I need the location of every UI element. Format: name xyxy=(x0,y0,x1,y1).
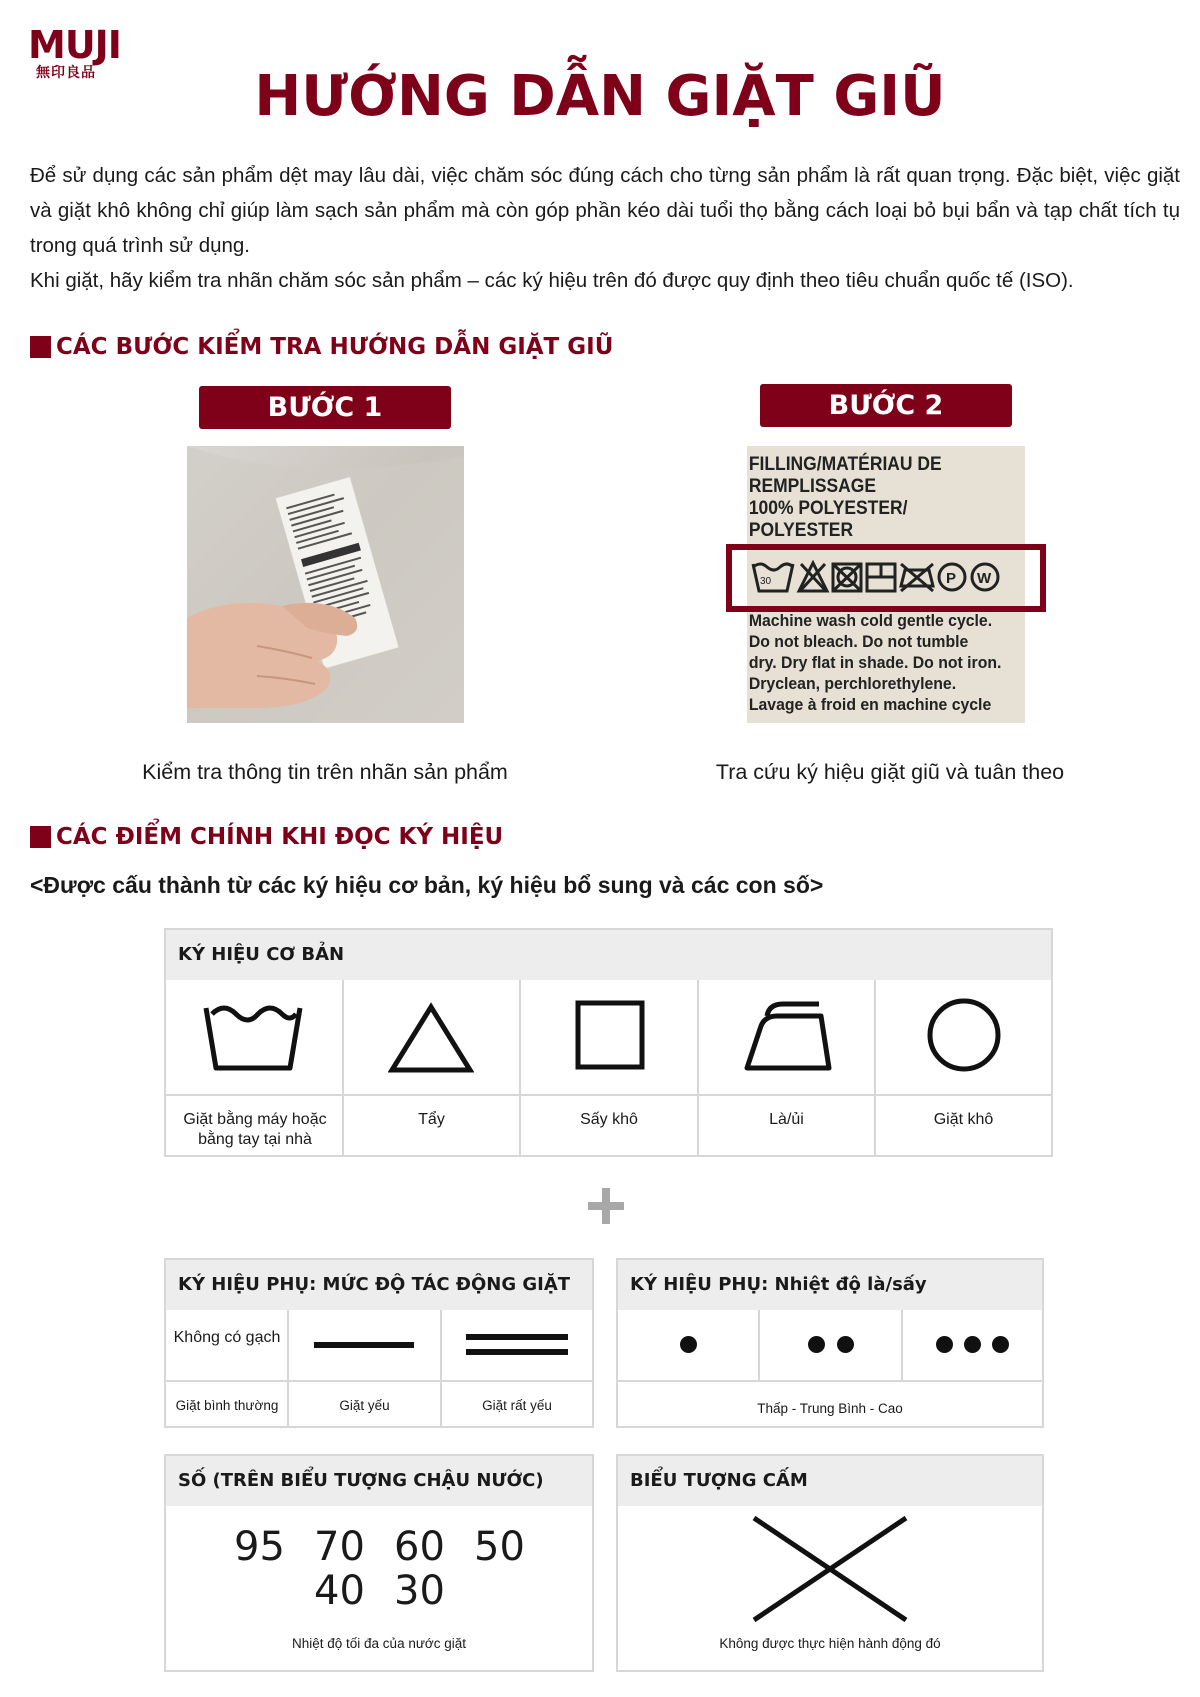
numbers-panel xyxy=(164,1454,594,1672)
step-2-caption: Tra cứu ký hiệu giặt giũ và tuân theo xyxy=(715,760,1065,784)
symbol-highlight-frame xyxy=(726,544,1046,612)
label-in-hand-photo xyxy=(187,446,464,723)
aux-wash-panel xyxy=(164,1258,594,1428)
label-line-4: POLYESTER xyxy=(748,518,854,541)
brand-name: MUJI xyxy=(28,23,121,67)
circle-icon xyxy=(926,997,1002,1073)
section-heading-text: CÁC BƯỚC KIỂM TRA HƯỚNG DẪN GIẶT GIŨ xyxy=(56,334,614,360)
label-symbol-p: P xyxy=(946,570,957,587)
prohibit-label: Không được thực hiện hành động đó xyxy=(719,1636,941,1651)
numbers-heading: SỐ (TRÊN BIỂU TƯỢNG CHẬU NƯỚC) xyxy=(166,1456,592,1506)
temp-number-30: 30 xyxy=(394,1568,445,1614)
aux-wash-none: Không có gạch xyxy=(173,1329,281,1346)
aux-wash-label-gentle: Giặt yếu xyxy=(339,1398,390,1413)
two-bars-icon xyxy=(466,1332,568,1358)
label-line-1: FILLING/MATÉRIAU DE xyxy=(748,452,942,475)
label-line-3: 100% POLYESTER/ xyxy=(748,496,908,519)
label-symbol-w: W xyxy=(977,570,992,587)
plus-icon xyxy=(586,1186,626,1226)
iron-icon xyxy=(743,1000,833,1072)
label-line-9: Lavage à froid en machine cycle xyxy=(748,695,992,715)
aux-wash-heading: KÝ HIỆU PHỤ: MỨC ĐỘ TÁC ĐỘNG GIẶT xyxy=(166,1260,592,1310)
basic-symbols-panel xyxy=(164,928,1053,1157)
prohibit-heading: BIỂU TƯỢNG CẤM xyxy=(618,1456,1042,1506)
label-line-6: Do not bleach. Do not tumble xyxy=(748,632,969,652)
temp-number-60: 60 xyxy=(394,1524,445,1570)
basic-label-dry: Sấy khô xyxy=(580,1111,638,1128)
temp-number-95: 95 xyxy=(234,1524,285,1570)
aux-temp-heading: KÝ HIỆU PHỤ: Nhiệt độ là/sấy xyxy=(618,1260,1042,1310)
intro-text xyxy=(30,158,1180,298)
label-wash-temp: 30 xyxy=(760,576,772,587)
page-title: HƯỚNG DẪN GIẶT GIŨ xyxy=(254,64,946,129)
section-heading-steps xyxy=(30,334,613,360)
label-line-7: dry. Dry flat in shade. Do not iron. xyxy=(748,653,1002,673)
square-icon xyxy=(575,1000,645,1070)
cross-icon xyxy=(750,1514,910,1624)
basic-symbols-heading: KÝ HIỆU CƠ BẢN xyxy=(166,930,1051,980)
temp-number-70: 70 xyxy=(314,1524,365,1570)
section-heading-keypoints xyxy=(30,824,503,850)
step-1-pill: BƯỚC 1 xyxy=(199,386,451,429)
heading-marker-icon xyxy=(30,336,51,358)
label-line-8: Dryclean, perchlorethylene. xyxy=(748,674,957,694)
section-subtitle: <Được cấu thành từ các ký hiệu cơ bản, ký hiệu bổ sung và các con số> xyxy=(30,872,824,898)
aux-wash-label-very-gentle: Giặt rất yếu xyxy=(482,1398,552,1413)
step-2-pill: BƯỚC 2 xyxy=(760,384,1012,427)
washtub-icon xyxy=(202,1000,304,1074)
temp-number-50: 50 xyxy=(474,1524,525,1570)
prohibit-panel xyxy=(616,1454,1044,1672)
basic-label-wash: Giặt bằng máy hoặc bằng tay tại nhà xyxy=(183,1111,327,1148)
temp-number-40: 40 xyxy=(314,1568,365,1614)
intro-paragraph-1: Để sử dụng các sản phẩm dệt may lâu dài, việc chăm sóc đúng cách cho từng sản phẩm là rất quan trọng. Đặc biệt, việc giặt và giặt khô không chỉ giúp làm sạch sản phẩm mà còn góp phần kéo dài tuổi thọ bằng cách loại bỏ bụi bẩn và tạp chất tích tụ trong quá trình sử dụng. xyxy=(30,164,1180,257)
label-line-2: REMPLISSAGE xyxy=(748,474,877,497)
heading-marker-icon xyxy=(30,826,51,848)
aux-temp-panel xyxy=(616,1258,1044,1428)
brand-sub: 無印良品 xyxy=(36,64,96,80)
label-line-5: Machine wash cold gentle cycle. xyxy=(748,611,993,631)
triangle-icon xyxy=(388,1002,474,1074)
one-bar-icon xyxy=(314,1340,414,1350)
intro-paragraph-2: Khi giặt, hãy kiểm tra nhãn chăm sóc sản phẩm – các ký hiệu trên đó được quy định theo tiêu chuẩn quốc tế (ISO). xyxy=(30,269,1074,292)
basic-label-iron: Là/ủi xyxy=(769,1111,804,1128)
numbers-label: Nhiệt độ tối đa của nước giặt xyxy=(292,1636,466,1651)
step-1-caption: Kiểm tra thông tin trên nhãn sản phẩm xyxy=(142,760,508,784)
basic-label-bleach: Tẩy xyxy=(418,1111,445,1128)
section-heading-text: CÁC ĐIỂM CHÍNH KHI ĐỌC KÝ HIỆU xyxy=(56,824,504,850)
aux-wash-label-normal: Giặt bình thường xyxy=(175,1398,279,1413)
aux-temp-label: Thấp - Trung Bình - Cao xyxy=(757,1401,903,1416)
basic-label-dryclean: Giặt khô xyxy=(933,1111,994,1128)
